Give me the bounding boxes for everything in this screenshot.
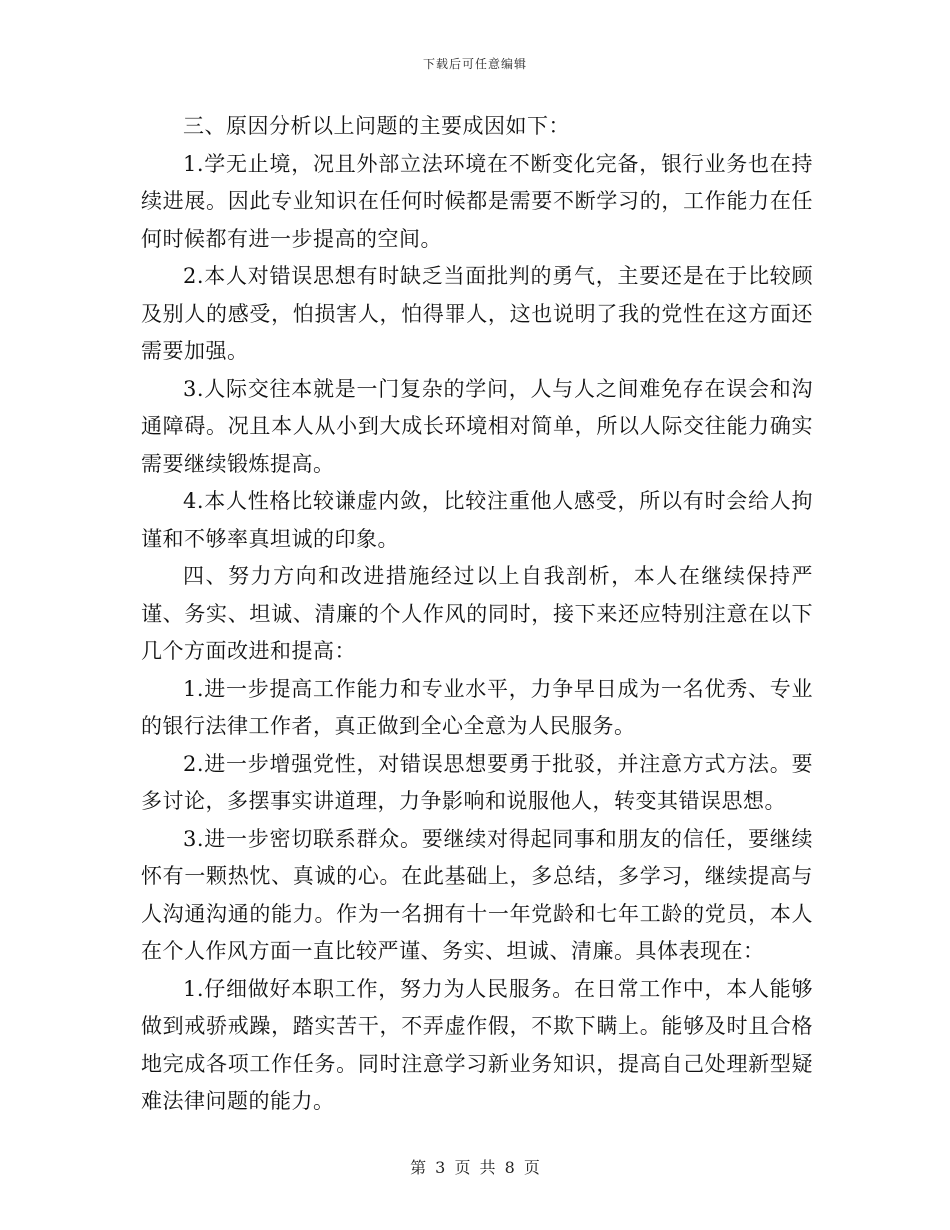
section-heading-improvements: 四、努力方向和改进措施经过以上自我剖析，本人在继续保持严谨、务实、坦诚、清廉的个人作风的同时，接下来还应特别注意在以下几个方面改进和提高：: [141, 564, 813, 663]
paragraph-cause-4: 4.本人性格比较谦虚内敛，比较注重他人感受，所以有时会给人拘谨和不够率真坦诚的印象。: [141, 489, 813, 551]
section-heading-causes: 三、原因分析以上问题的主要成因如下：: [183, 114, 570, 138]
paragraph-improvement-3: 3.进一步密切联系群众。要继续对得起同事和朋友的信任，要继续怀有一颗热忱、真诚的心。在此基础上，多总结，多学习，继续提高与人沟通沟通的能力。作为一名拥有十一年党龄和七年工龄的党员，本人在个人作风方面一直比较严谨、务实、坦诚、清廉。具体表现在：: [141, 826, 813, 963]
paragraph-cause-2: 2.本人对错误思想有时缺乏当面批判的勇气，主要还是在于比较顾及别人的感受，怕损害人，怕得罪人，这也说明了我的党性在这方面还需要加强。: [141, 264, 813, 363]
page-header: 下载后可任意编辑: [422, 57, 527, 71]
paragraph-cause-1: 1.学无止境，况且外部立法环境在不断变化完备，银行业务也在持续进展。因此专业知识在任何时候都是需要不断学习的，工作能力在任何时候都有进一步提高的空间。: [141, 151, 813, 251]
paragraph-improvement-1: 1.进一步提高工作能力和专业水平，力争早日成为一名优秀、专业的银行法律工作者，真正做到全心全意为人民服务。: [141, 676, 813, 738]
paragraph-cause-3: 3.人际交往本就是一门复杂的学问，人与人之间难免存在误会和沟通障碍。况且本人从小到大成长环境相对简单，所以人际交往能力确实需要继续锻炼提高。: [141, 376, 813, 476]
document-body: [141, 108, 813, 1121]
paragraph-improvement-2: 2.进一步增强党性，对错误思想要勇于批驳，并注意方式方法。要多讨论，多摆事实讲道理，力争影响和说服他人，转变其错误思想。: [141, 751, 813, 813]
page-number: 第 3 页 共 8 页: [410, 1158, 540, 1177]
paragraph-performance-1: 1.仔细做好本职工作，努力为人民服务。在日常工作中，本人能够做到戒骄戒躁，踏实苦干，不弄虚作假，不欺下瞒上。能够及时且合格地完成各项工作任务。同时注意学习新业务知识，提高自己处理新型疑难法律问题的能力。: [141, 976, 813, 1113]
